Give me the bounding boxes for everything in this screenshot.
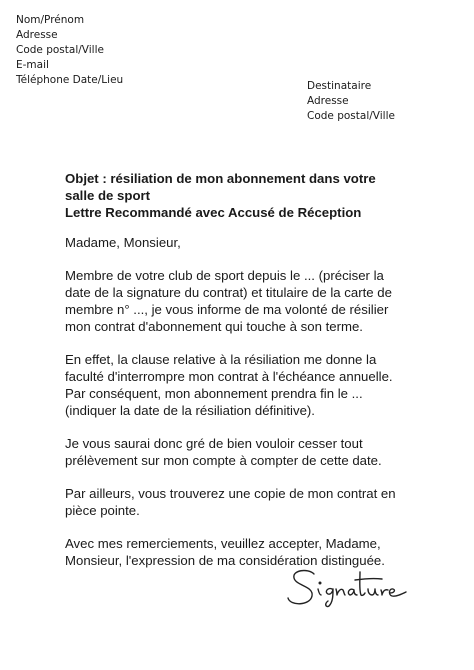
sender-address: Adresse <box>16 29 58 41</box>
handwritten-signature <box>284 562 414 612</box>
sender-email: E-mail <box>16 59 49 71</box>
paragraph-line: date de la signature du contrat) et titulaire de la carte de <box>65 285 392 300</box>
letter-body <box>65 234 415 585</box>
paragraph-line: En effet, la clause relative à la résiliation me donne la <box>65 352 377 367</box>
subject-block <box>65 170 405 221</box>
paragraph-line: Monsieur, l'expression de ma considération distinguée. <box>65 553 385 568</box>
subject-line: Objet : résiliation de mon abonnement dans votre <box>65 171 376 186</box>
subject-line: salle de sport <box>65 188 151 203</box>
sender-block <box>16 13 123 88</box>
greeting: Madame, Monsieur, <box>65 235 181 250</box>
paragraph-line: Par ailleurs, vous trouverez une copie de mon contrat en <box>65 486 396 501</box>
paragraph-line: membre n° ..., je vous informe de ma volonté de résilier <box>65 302 389 317</box>
paragraph-line: Membre de votre club de sport depuis le ... (préciser la <box>65 268 384 283</box>
subject-line: Lettre Recommandé avec Accusé de Réception <box>65 205 362 220</box>
recipient-postal-city: Code postal/Ville <box>307 110 395 122</box>
paragraph-line: Je vous saurai donc gré de bien vouloir cesser tout <box>65 436 363 451</box>
recipient-block <box>307 79 395 124</box>
signature-icon <box>284 562 414 612</box>
paragraph-line: Par conséquent, mon abonnement prendra fin le ... <box>65 386 363 401</box>
paragraph <box>65 485 415 519</box>
paragraph-line: mon contrat d'abonnement qui touche à son terme. <box>65 319 363 334</box>
paragraph-line: faculté d'interrompre mon contrat à l'échéance annuelle. <box>65 369 393 384</box>
sender-postal-city: Code postal/Ville <box>16 44 104 56</box>
paragraph-line: (indiquer la date de la résiliation définitive). <box>65 403 315 418</box>
sender-name: Nom/Prénom <box>16 14 85 26</box>
recipient-address: Adresse <box>307 95 349 107</box>
paragraph-line: prélèvement sur mon compte à compter de cette date. <box>65 453 382 468</box>
paragraph <box>65 435 415 469</box>
sender-phone-date-place: Téléphone Date/Lieu <box>16 74 124 86</box>
paragraph <box>65 351 415 419</box>
recipient-name: Destinataire <box>307 80 372 92</box>
paragraph-line: pièce pointe. <box>65 503 140 518</box>
paragraph-line: Avec mes remerciements, veuillez accepter, Madame, <box>65 536 381 551</box>
paragraph <box>65 267 415 335</box>
